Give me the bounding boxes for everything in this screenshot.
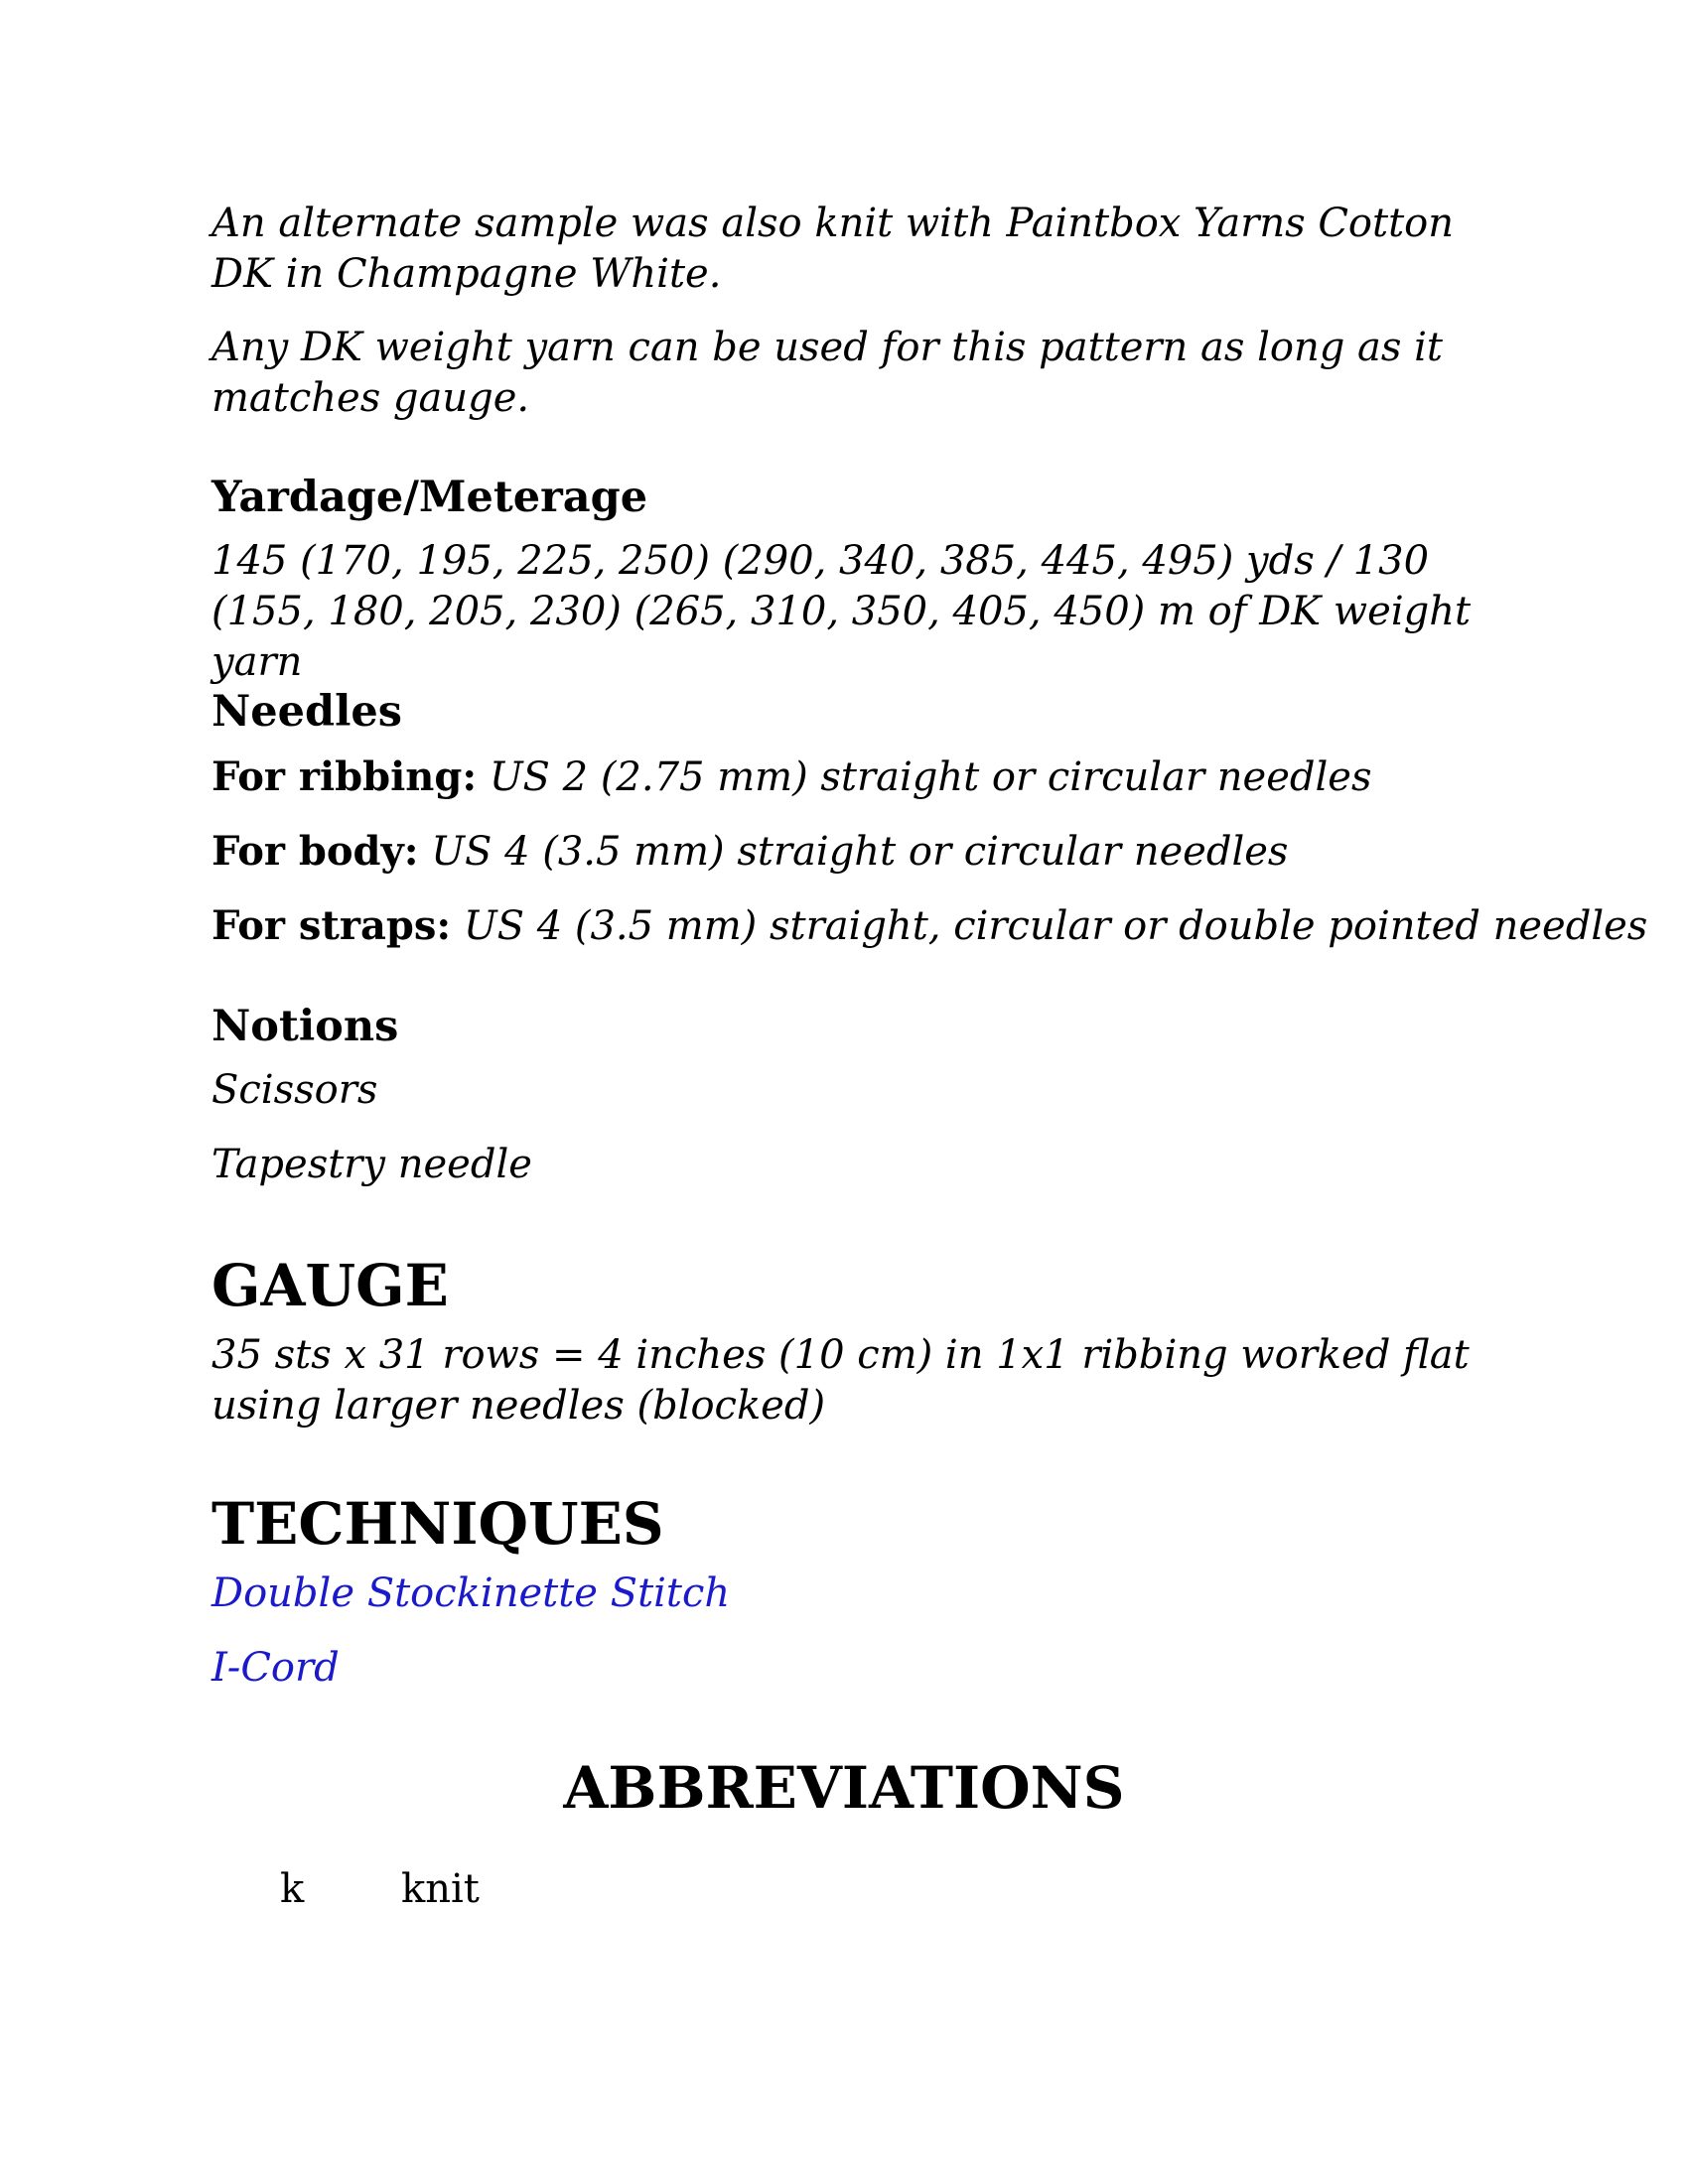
technique-link-double-stockinette[interactable]: Double Stockinette Stitch xyxy=(211,1570,731,1616)
abbreviation-meaning: knit xyxy=(401,1866,480,1912)
gauge-text: 35 sts x 31 rows = 4 inches (10 cm) in 1x1 ribbing worked flat using larger needles (blocked) xyxy=(211,1332,1470,1429)
needles-heading: Needles xyxy=(211,687,402,737)
needle-straps-value: US 4 (3.5 mm) straight, circular or double pointed needles xyxy=(463,903,1648,949)
notion-item: Scissors xyxy=(211,1067,378,1113)
gauge-heading: GAUGE xyxy=(211,1252,449,1319)
notions-heading: Notions xyxy=(211,1002,399,1051)
needle-straps xyxy=(211,900,1647,952)
yardage-text: 145 (170, 195, 225, 250) (290, 340, 385, 445, 495) yds / 130 (155, 180, 205, 230) (265, 310, 350, 405, 450) m of DK weight yarn xyxy=(211,538,1472,685)
needle-body xyxy=(211,826,1288,878)
abbreviations-heading: ABBREVIATIONS xyxy=(563,1754,1125,1822)
intro-paragraph-1: An alternate sample was also knit with Paintbox Yarns Cotton DK in Champagne White. xyxy=(211,201,1454,297)
needle-ribbing-label: For ribbing: xyxy=(211,753,478,800)
intro-paragraph-2: Any DK weight yarn can be used for this pattern as long as it matches gauge. xyxy=(211,325,1443,421)
notion-item: Tapestry needle xyxy=(211,1142,532,1187)
techniques-heading: TECHNIQUES xyxy=(211,1490,664,1558)
yardage-heading: Yardage/Meterage xyxy=(211,473,648,522)
needle-straps-label: For straps: xyxy=(211,902,452,949)
needle-ribbing xyxy=(211,751,1371,803)
needle-ribbing-value: US 2 (2.75 mm) straight or circular needles xyxy=(489,754,1372,800)
abbreviation-term: k xyxy=(280,1866,305,1912)
technique-link-i-cord[interactable]: I-Cord xyxy=(211,1645,340,1691)
needle-body-label: For body: xyxy=(211,828,419,875)
needle-body-value: US 4 (3.5 mm) straight or circular needles xyxy=(431,829,1289,875)
